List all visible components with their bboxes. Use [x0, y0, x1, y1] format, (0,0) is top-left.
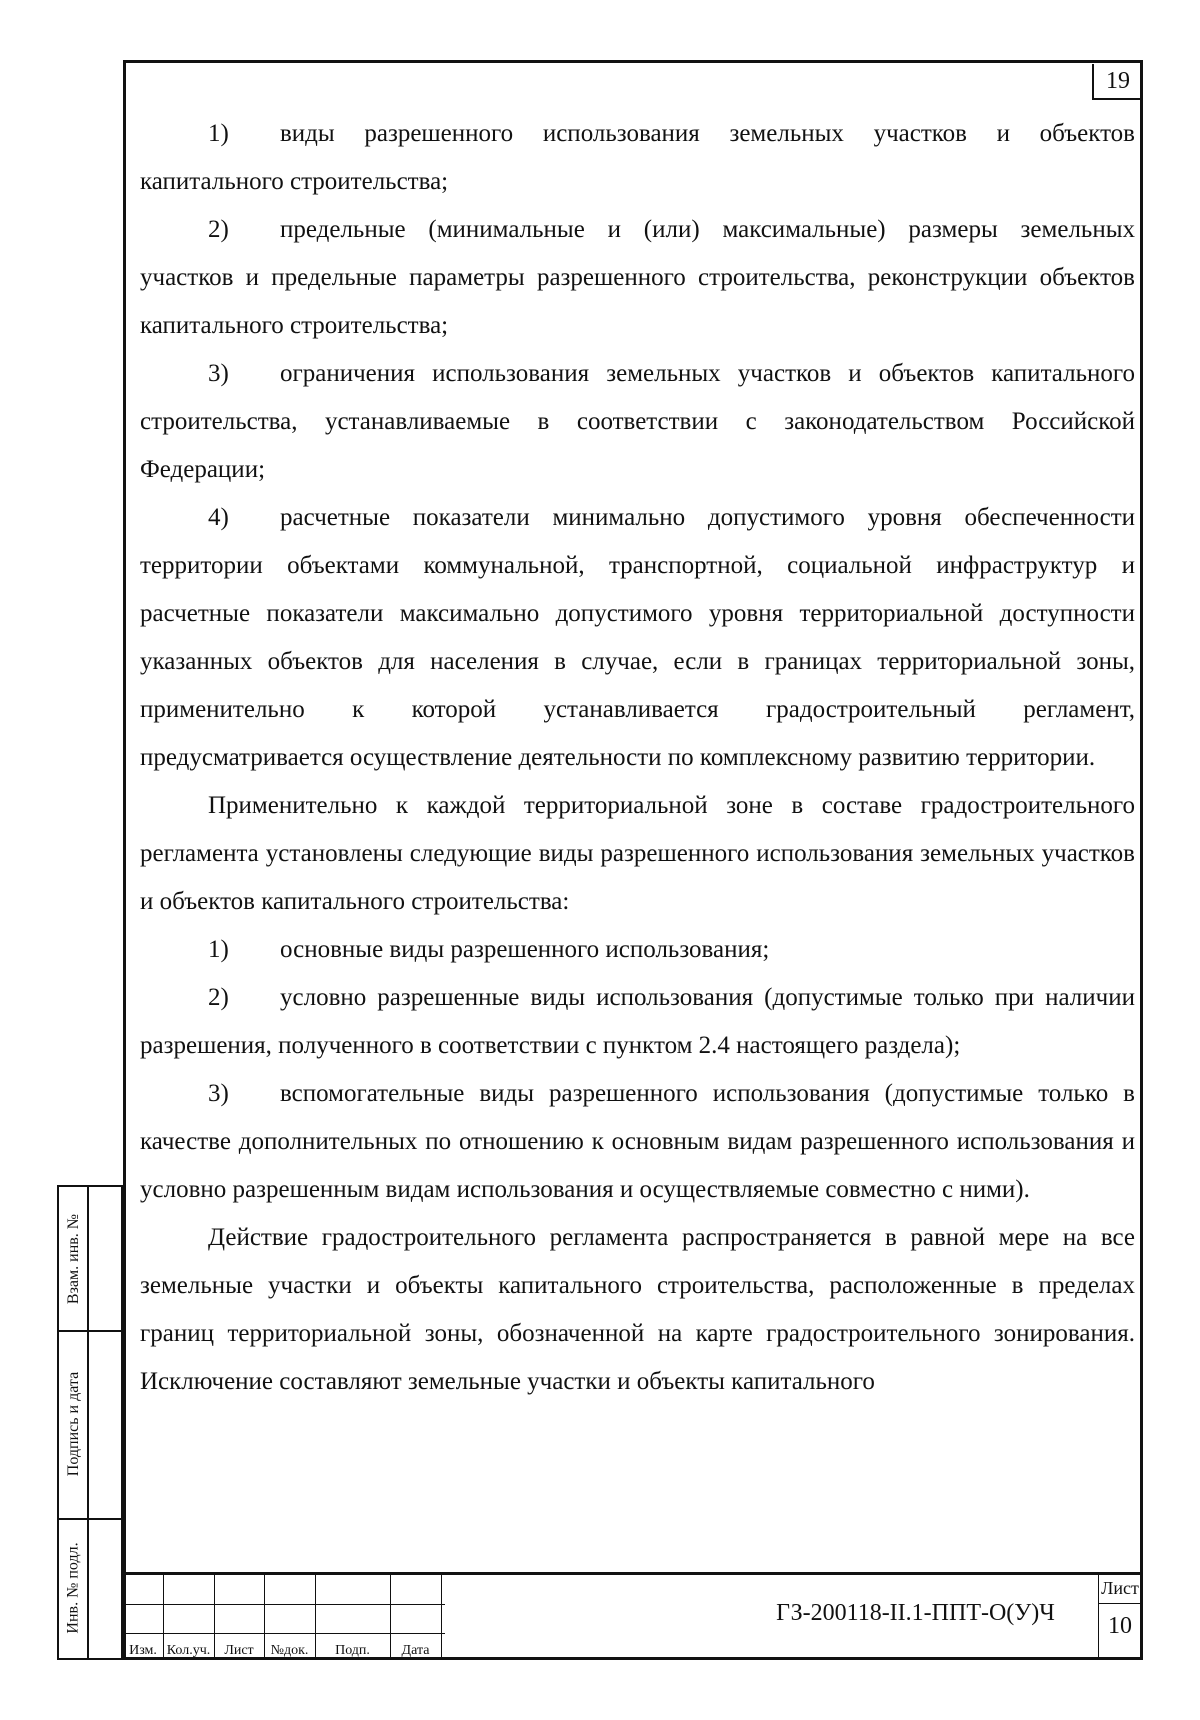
list-item: 2) условно разрешенные виды использования (допустимые только при наличии разрешения, полученного в соответствии с пунктом 2.4 настоящего раздела); — [140, 984, 1135, 1059]
paragraph: Действие градостроительного регламента распространяется в равной мере на все земельные участки и объекты капитального строительства, расположенные в пределах границ территориальной зоны, обозначенной на карте градостроительного зонирования. Исключение составляют земельные участки и объекты капитального — [140, 1224, 1135, 1395]
header-izm: Изм. — [129, 1643, 157, 1658]
side-cell-podpis: Подпись и дата — [65, 1371, 82, 1477]
side-cell-inv: Инв. № подл. — [65, 1542, 83, 1634]
header-ndok: №док. — [270, 1643, 309, 1658]
sheet-label: Лист — [1101, 1578, 1139, 1598]
header-podp: Подп. — [335, 1643, 370, 1658]
list-item: 1) основные виды разрешенного использования; — [208, 936, 770, 963]
paragraph: Применительно к каждой территориальной зоне в составе градостроительного регламента установлены следующие виды разрешенного использования земельных участков и объектов капитального строительства: — [140, 792, 1135, 915]
header-kol: Кол.уч. — [166, 1643, 211, 1658]
title-block — [123, 1572, 1143, 1660]
document-body — [140, 110, 1135, 1406]
side-cell-vzam: Взам. инв. № — [65, 1213, 83, 1304]
header-list: Лист — [224, 1643, 254, 1658]
list-item: 4) расчетные показатели минимально допустимого уровня обеспеченности территории объектами коммунальной, транспортной, социальной инфраструктур и расчетные показатели максимально допустимого уровня территориальной доступности указанных объектов для населения в случае, если в границах территориальной зоны, применительно к которой устанавливается градостроительный регламент, предусматривается осуществление деятельности по комплексному развитию территории. — [140, 504, 1135, 771]
sheet-number: 10 — [1108, 1613, 1132, 1639]
list-item: 3) ограничения использования земельных участков и объектов капитального строительства, устанавливаемые в соответствии с законодательством Российской Федерации; — [140, 360, 1135, 483]
list-item: 3) вспомогательные виды разрешенного использования (допустимые только в качестве дополнительных по отношению к основным видам разрешенного использования и условно разрешенным видам использования и осуществляемые совместно с ними). — [140, 1080, 1135, 1203]
list-item: 2) предельные (минимальные и (или) максимальные) размеры земельных участков и предельные параметры разрешенного строительства, реконструкции объектов капитального строительства; — [140, 216, 1135, 339]
top-page-number: 19 — [1092, 64, 1142, 100]
header-data: Дата — [401, 1643, 430, 1658]
side-stamp — [57, 1185, 123, 1660]
document-code: ГЗ-200118-II.1-ППТ-О(У)Ч — [776, 1600, 1055, 1626]
list-item: 1) виды разрешенного использования земельных участков и объектов капитального строительства; — [140, 120, 1135, 195]
